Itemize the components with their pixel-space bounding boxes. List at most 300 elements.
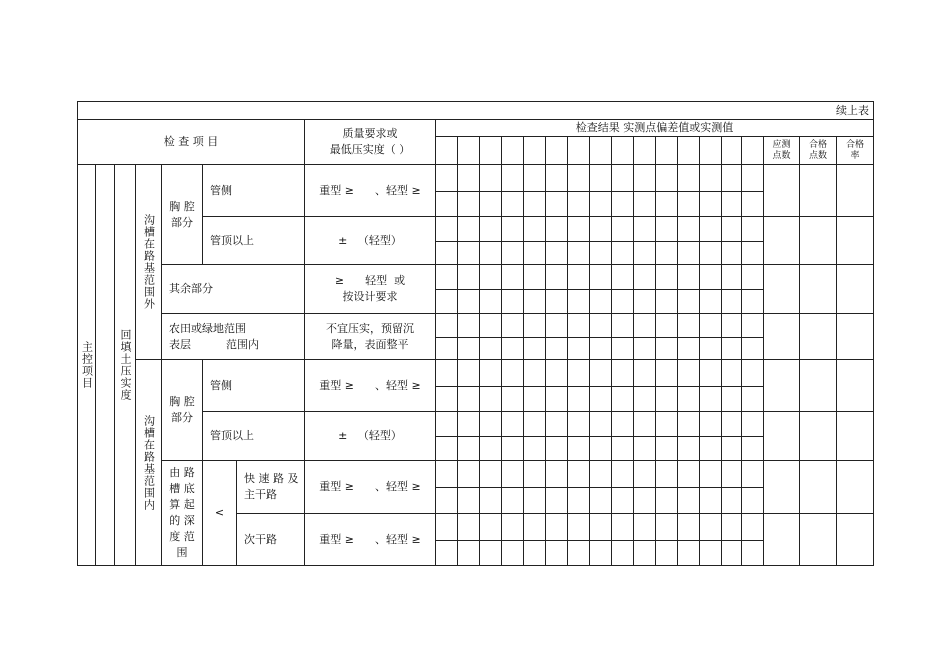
- result-cell: [523, 411, 546, 437]
- result-cell: [699, 460, 722, 488]
- requirement-8-text: 重型 ≥ 、轻型 ≥: [319, 532, 421, 546]
- header-qualified-points: [799, 136, 837, 165]
- result-cell: [611, 386, 634, 412]
- result-cell: [501, 460, 524, 488]
- result-cell: [545, 216, 568, 242]
- blank-column-2: [95, 164, 115, 566]
- result-cell: [479, 540, 502, 566]
- result-cell: [501, 540, 524, 566]
- summary-cell: [799, 411, 837, 461]
- result-cell: [479, 436, 502, 461]
- result-cell: [435, 264, 458, 290]
- summary-cell: [799, 313, 837, 360]
- chest-inside-label: 胸 腔 部分: [169, 395, 195, 424]
- result-cell: [567, 386, 590, 412]
- result-cell: [741, 411, 764, 437]
- requirement-1: [304, 164, 436, 217]
- result-cell: [741, 540, 764, 566]
- result-cell: [655, 460, 678, 488]
- result-cell: [435, 487, 458, 514]
- result-cell: [501, 411, 524, 437]
- result-cell: [435, 241, 458, 265]
- result-cell: [457, 191, 480, 217]
- result-cell: [611, 540, 634, 566]
- farmland-label: 农田或绿地范围 表层 范围内: [169, 321, 259, 351]
- header-inspection-item-label: 检 查 项 目: [163, 135, 219, 148]
- result-cell: [457, 436, 480, 461]
- rest-part-cell: [161, 264, 305, 314]
- result-cell: [567, 216, 590, 242]
- summary-cell: [763, 264, 800, 314]
- result-cell: [699, 487, 722, 514]
- requirement-7-text: 重型 ≥ 、轻型 ≥: [319, 480, 421, 493]
- result-cell: [589, 460, 612, 488]
- result-cell: [457, 216, 480, 242]
- result-cell: [633, 436, 656, 461]
- result-cell: [523, 513, 546, 541]
- pipe-top-2-label: 管顶以上: [210, 429, 254, 442]
- result-cell: [589, 191, 612, 217]
- result-cell: [633, 289, 656, 314]
- result-cell: [721, 289, 742, 314]
- result-cell: [655, 386, 678, 412]
- pipe-side-2-cell: [202, 359, 305, 412]
- summary-cell: [836, 460, 874, 514]
- result-cell: [523, 359, 546, 387]
- result-cell: [589, 513, 612, 541]
- result-cell: [721, 313, 742, 338]
- result-cell: [523, 164, 546, 192]
- result-cell: [633, 460, 656, 488]
- requirement-5: [304, 359, 436, 412]
- pipe-side-2-label: 管侧: [210, 378, 232, 392]
- results-header-cell: [457, 136, 480, 165]
- result-cell: [457, 359, 480, 387]
- result-cell: [479, 513, 502, 541]
- main-control-label: 主控项目: [80, 341, 94, 389]
- result-cell: [479, 460, 502, 488]
- results-header-cell: [479, 136, 502, 165]
- requirement-7: [304, 460, 436, 514]
- results-header-cell: [567, 136, 590, 165]
- result-cell: [457, 460, 480, 488]
- result-cell: [633, 191, 656, 217]
- result-cell: [457, 540, 480, 566]
- result-cell: [435, 191, 458, 217]
- result-cell: [633, 386, 656, 412]
- result-cell: [501, 313, 524, 338]
- header-should-points-label: 应测 点数: [772, 139, 791, 161]
- header-pass-rate-label: 合格 率: [845, 139, 864, 161]
- result-cell: [655, 359, 678, 387]
- result-cell: [655, 513, 678, 541]
- outside-roadbed-cell: [135, 164, 162, 360]
- pipe-side-1-label: 管侧: [210, 183, 232, 197]
- results-header-cell: [677, 136, 700, 165]
- result-cell: [741, 191, 764, 217]
- summary-cell: [763, 313, 800, 360]
- chest-inside-cell: [161, 359, 203, 461]
- continued-note: [77, 101, 874, 120]
- result-cell: [633, 337, 656, 360]
- result-cell: [567, 313, 590, 338]
- result-cell: [457, 241, 480, 265]
- summary-cell: [799, 164, 837, 217]
- result-cell: [501, 289, 524, 314]
- result-cell: [721, 386, 742, 412]
- result-cell: [479, 487, 502, 514]
- result-cell: [435, 216, 458, 242]
- result-cell: [699, 337, 722, 360]
- requirement-3-text: ≥ 轻型 或 按设计要求: [334, 274, 406, 303]
- result-cell: [545, 540, 568, 566]
- result-cell: [435, 359, 458, 387]
- result-cell: [677, 313, 700, 338]
- result-cell: [699, 264, 722, 290]
- requirement-8: [304, 513, 436, 566]
- result-cell: [611, 216, 634, 242]
- result-cell: [501, 337, 524, 360]
- summary-cell: [763, 216, 800, 265]
- result-cell: [545, 513, 568, 541]
- result-cell: [677, 241, 700, 265]
- result-cell: [567, 191, 590, 217]
- result-cell: [655, 264, 678, 290]
- result-cell: [611, 191, 634, 217]
- result-cell: [589, 289, 612, 314]
- result-cell: [721, 513, 742, 541]
- result-cell: [611, 460, 634, 488]
- result-cell: [677, 359, 700, 387]
- result-cell: [677, 513, 700, 541]
- result-cell: [567, 289, 590, 314]
- result-cell: [699, 436, 722, 461]
- result-cell: [611, 337, 634, 360]
- result-cell: [523, 289, 546, 314]
- result-cell: [589, 359, 612, 387]
- secondary-road-cell: [236, 513, 305, 566]
- pipe-top-1-cell: [202, 216, 305, 265]
- result-cell: [741, 436, 764, 461]
- result-cell: [721, 460, 742, 488]
- backfill-cell: [114, 164, 136, 566]
- result-cell: [501, 386, 524, 412]
- chest-outside-label: 胸 腔 部分: [169, 199, 195, 229]
- header-quality-requirement: [304, 119, 436, 165]
- requirement-5-text: 重型 ≥ 、轻型 ≥: [319, 378, 421, 392]
- header-pass-rate: [836, 136, 874, 165]
- result-cell: [479, 241, 502, 265]
- result-cell: [611, 411, 634, 437]
- summary-cell: [763, 513, 800, 566]
- results-header-cell: [611, 136, 634, 165]
- result-cell: [721, 540, 742, 566]
- rest-part-label: 其余部分: [169, 282, 213, 295]
- result-cell: [589, 216, 612, 242]
- header-qualified-points-label: 合格 点数: [808, 139, 827, 161]
- result-cell: [567, 513, 590, 541]
- result-cell: [699, 289, 722, 314]
- result-cell: [655, 313, 678, 338]
- result-cell: [545, 264, 568, 290]
- result-cell: [589, 386, 612, 412]
- farmland-cell: [161, 313, 305, 360]
- result-cell: [741, 487, 764, 514]
- result-cell: [721, 411, 742, 437]
- summary-cell: [799, 513, 837, 566]
- less-than-cell: [202, 460, 237, 566]
- result-cell: [435, 337, 458, 360]
- result-cell: [741, 241, 764, 265]
- result-cell: [545, 313, 568, 338]
- summary-cell: [763, 411, 800, 461]
- result-cell: [501, 513, 524, 541]
- result-cell: [501, 216, 524, 242]
- continued-label: 续上表: [836, 103, 869, 117]
- result-cell: [611, 241, 634, 265]
- result-cell: [655, 540, 678, 566]
- summary-cell: [836, 513, 874, 566]
- requirement-2-text: ± （轻型）: [338, 233, 402, 247]
- result-cell: [523, 487, 546, 514]
- result-cell: [457, 513, 480, 541]
- results-header-cell: [699, 136, 722, 165]
- result-cell: [721, 436, 742, 461]
- result-cell: [677, 337, 700, 360]
- header-should-points: [763, 136, 800, 165]
- result-cell: [655, 216, 678, 242]
- result-cell: [721, 191, 742, 217]
- result-cell: [545, 460, 568, 488]
- header-quality-requirement-label: 质量要求或 最低压实度（ ）: [329, 127, 411, 156]
- expressway-label: 快 速 路 及 主干路: [244, 472, 299, 501]
- result-cell: [699, 386, 722, 412]
- result-cell: [567, 264, 590, 290]
- result-cell: [501, 487, 524, 514]
- inside-roadbed-label: 沟槽在路基范围内: [142, 414, 156, 511]
- result-cell: [633, 216, 656, 242]
- outside-roadbed-label: 沟槽在路基范围外: [142, 214, 156, 310]
- result-cell: [479, 289, 502, 314]
- result-cell: [589, 487, 612, 514]
- depth-range-label: 由 路 槽 底 算 起 的 深 度 范 围: [169, 466, 195, 559]
- result-cell: [545, 386, 568, 412]
- results-header-cell: [721, 136, 742, 165]
- result-cell: [567, 436, 590, 461]
- result-cell: [741, 289, 764, 314]
- result-cell: [567, 164, 590, 192]
- result-cell: [699, 164, 722, 192]
- result-cell: [741, 164, 764, 192]
- result-cell: [589, 411, 612, 437]
- result-cell: [699, 216, 722, 242]
- result-cell: [523, 216, 546, 242]
- summary-cell: [799, 264, 837, 314]
- result-cell: [435, 386, 458, 412]
- result-cell: [589, 436, 612, 461]
- inspection-table: [77, 101, 874, 566]
- results-header-cell: [545, 136, 568, 165]
- result-cell: [611, 513, 634, 541]
- result-cell: [545, 487, 568, 514]
- summary-cell: [836, 216, 874, 265]
- result-cell: [677, 487, 700, 514]
- result-cell: [435, 313, 458, 338]
- result-cell: [523, 191, 546, 217]
- summary-cell: [799, 216, 837, 265]
- result-cell: [567, 241, 590, 265]
- result-cell: [699, 359, 722, 387]
- header-results-label: 检查结果 实测点偏差值或实测值: [575, 121, 734, 134]
- result-cell: [655, 164, 678, 192]
- result-cell: [741, 337, 764, 360]
- result-cell: [457, 487, 480, 514]
- result-cell: [699, 191, 722, 217]
- result-cell: [435, 164, 458, 192]
- summary-cell: [763, 460, 800, 514]
- result-cell: [545, 191, 568, 217]
- result-cell: [523, 540, 546, 566]
- result-cell: [567, 337, 590, 360]
- header-inspection-item: [77, 119, 305, 165]
- result-cell: [523, 241, 546, 265]
- result-cell: [545, 411, 568, 437]
- result-cell: [611, 264, 634, 290]
- result-cell: [741, 513, 764, 541]
- requirement-4-text: 不宜压实，预留沉 降量，表面整平: [326, 321, 414, 351]
- result-cell: [567, 411, 590, 437]
- result-cell: [655, 191, 678, 217]
- result-cell: [677, 386, 700, 412]
- expressway-cell: [236, 460, 305, 514]
- result-cell: [633, 540, 656, 566]
- result-cell: [677, 411, 700, 437]
- results-header-cell: [655, 136, 678, 165]
- summary-cell: [836, 411, 874, 461]
- result-cell: [457, 164, 480, 192]
- result-cell: [677, 289, 700, 314]
- result-cell: [523, 436, 546, 461]
- result-cell: [677, 540, 700, 566]
- result-cell: [435, 436, 458, 461]
- result-cell: [655, 487, 678, 514]
- summary-cell: [763, 164, 800, 217]
- summary-cell: [836, 164, 874, 217]
- result-cell: [589, 164, 612, 192]
- result-cell: [655, 289, 678, 314]
- requirement-2: [304, 216, 436, 265]
- pipe-top-1-label: 管顶以上: [210, 233, 254, 247]
- result-cell: [479, 264, 502, 290]
- result-cell: [677, 264, 700, 290]
- result-cell: [721, 487, 742, 514]
- result-cell: [721, 216, 742, 242]
- result-cell: [721, 164, 742, 192]
- result-cell: [523, 337, 546, 360]
- result-cell: [523, 264, 546, 290]
- result-cell: [523, 460, 546, 488]
- result-cell: [589, 241, 612, 265]
- result-cell: [501, 359, 524, 387]
- result-cell: [567, 460, 590, 488]
- pipe-side-1-cell: [202, 164, 305, 217]
- result-cell: [501, 241, 524, 265]
- requirement-1-text: 重型 ≥ 、轻型 ≥: [319, 183, 421, 197]
- results-header-cell: [435, 136, 458, 165]
- result-cell: [457, 289, 480, 314]
- result-cell: [699, 411, 722, 437]
- requirement-3: [304, 264, 436, 314]
- header-results: [435, 119, 874, 137]
- result-cell: [633, 359, 656, 387]
- result-cell: [741, 216, 764, 242]
- result-cell: [523, 386, 546, 412]
- result-cell: [435, 513, 458, 541]
- result-cell: [501, 191, 524, 217]
- results-header-cell: [501, 136, 524, 165]
- backfill-label: 回填土压实度: [119, 329, 132, 401]
- secondary-road-label: 次干路: [244, 532, 277, 546]
- result-cell: [567, 359, 590, 387]
- inside-roadbed-cell: [135, 359, 162, 566]
- less-than-label: <: [214, 506, 225, 519]
- result-cell: [699, 241, 722, 265]
- result-cell: [523, 313, 546, 338]
- result-cell: [435, 540, 458, 566]
- result-cell: [677, 164, 700, 192]
- result-cell: [567, 540, 590, 566]
- result-cell: [457, 337, 480, 360]
- result-cell: [435, 411, 458, 437]
- result-cell: [479, 411, 502, 437]
- result-cell: [741, 460, 764, 488]
- results-header-cell: [589, 136, 612, 165]
- chest-outside-cell: [161, 164, 203, 265]
- result-cell: [677, 191, 700, 217]
- summary-cell: [836, 359, 874, 412]
- result-cell: [699, 513, 722, 541]
- result-cell: [677, 436, 700, 461]
- result-cell: [655, 337, 678, 360]
- result-cell: [457, 264, 480, 290]
- result-cell: [501, 436, 524, 461]
- result-cell: [589, 264, 612, 290]
- result-cell: [721, 337, 742, 360]
- summary-cell: [836, 313, 874, 360]
- result-cell: [611, 313, 634, 338]
- result-cell: [501, 264, 524, 290]
- result-cell: [501, 164, 524, 192]
- result-cell: [611, 359, 634, 387]
- pipe-top-2-cell: [202, 411, 305, 461]
- result-cell: [545, 289, 568, 314]
- result-cell: [545, 337, 568, 360]
- result-cell: [611, 487, 634, 514]
- result-cell: [721, 241, 742, 265]
- result-cell: [611, 289, 634, 314]
- result-cell: [699, 540, 722, 566]
- result-cell: [479, 337, 502, 360]
- result-cell: [457, 386, 480, 412]
- result-cell: [633, 264, 656, 290]
- result-cell: [633, 313, 656, 338]
- result-cell: [479, 191, 502, 217]
- result-cell: [741, 264, 764, 290]
- result-cell: [741, 359, 764, 387]
- result-cell: [545, 436, 568, 461]
- result-cell: [633, 411, 656, 437]
- result-cell: [611, 164, 634, 192]
